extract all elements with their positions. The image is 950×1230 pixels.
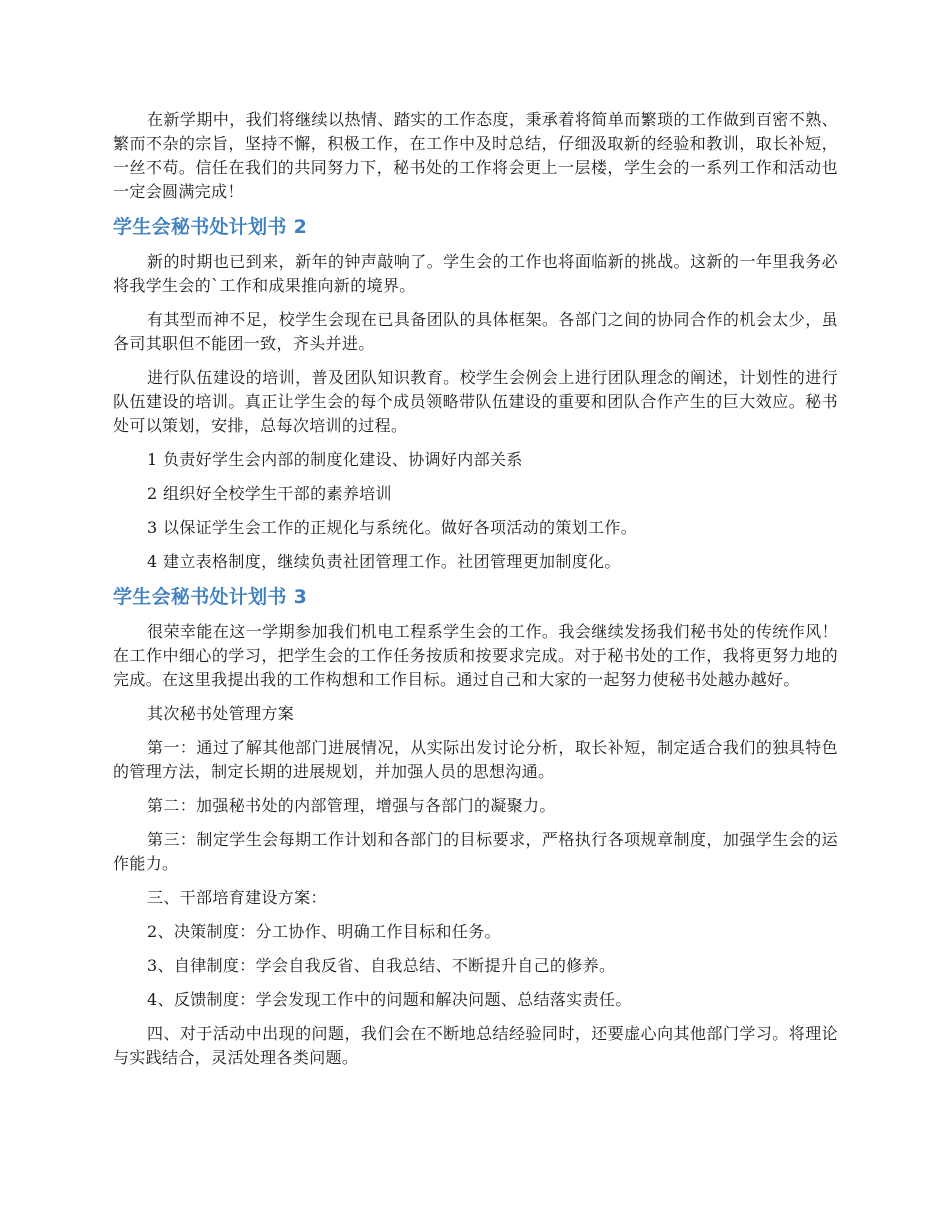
plan-3-paragraph-8: 3、自律制度：学会自我反省、自我总结、不断提升自己的修养。 [147,956,616,975]
plan-3-paragraph-3: 第一：通过了解其他部门进展情况，从实际出发讨论分析，取长补短，制定适合我们的独具特色的管理方法，制定长期的进展规划，并加强人员的思想沟通。 [113,738,838,781]
plan-3-paragraph-10: 四、对于活动中出现的问题，我们会在不断地总结经验同时，还要虚心向其他部门学习。将理论与实践结合，灵活处理各类问题。 [113,1024,838,1067]
plan-3-paragraph-1: 很荣幸能在这一学期参加我们机电工程系学生会的工作。我会继续发扬我们秘书处的传统作风！在工作中细心的学习，把学生会的工作任务按质和按要求完成。对于秘书处的工作，我将更努力地的完成。在这里我提出我的工作构想和工作目标。通过自己和大家的一起努力使秘书处越办越好。 [113,622,838,689]
section-heading-plan-3: 学生会秘书处计划书 3 [113,586,308,608]
plan-2-paragraph-1: 新的时期也已到来，新年的钟声敲响了。学生会的工作也将面临新的挑战。这新的一年里我务必将我学生会的`工作和成果推向新的境界。 [113,252,838,295]
plan-3-paragraph-5: 第三：制定学生会每期工作计划和各部门的目标要求，严格执行各项规章制度，加强学生会的运作能力。 [113,830,838,873]
section-heading-plan-2: 学生会秘书处计划书 2 [113,216,308,238]
document-page [113,108,838,1080]
plan-2-list-item-1: 1 负责好学生会内部的制度化建设、协调好内部关系 [147,450,523,469]
plan-2-list-item-4: 4 建立表格制度，继续负责社团管理工作。社团管理更加制度化。 [147,552,621,571]
plan-2-list-item-3: 3 以保证学生会工作的正规化与系统化。做好各项活动的策划工作。 [147,518,638,537]
plan-3-paragraph-9: 4、反馈制度：学会发现工作中的问题和解决问题、总结落实责任。 [147,990,632,1009]
plan-2-paragraph-3: 进行队伍建设的培训，普及团队知识教育。校学生会例会上进行团队理念的阐述，计划性的进行队伍建设的培训。真正让学生会的每个成员领略带队伍建设的重要和团队合作产生的巨大效应。秘书处可以策划，安排，总每次培训的过程。 [113,368,838,435]
plan-3-paragraph-7: 2、决策制度：分工协作、明确工作目标和任务。 [147,922,501,941]
plan-3-paragraph-6: 三、干部培育建设方案： [147,888,327,907]
plan-2-list-item-2: 2 组织好全校学生干部的素养培训 [147,484,392,503]
intro-paragraph: 在新学期中，我们将继续以热情、踏实的工作态度，秉承着将简单而繁琐的工作做到百密不熟、繁而不杂的宗旨，坚持不懈，积极工作，在工作中及时总结，仔细汲取新的经验和教训，取长补短，一丝不苟。信任在我们的共同努力下，秘书处的工作将会更上一层楼，学生会的一系列工作和活动也一定会圆满完成！ [113,110,838,201]
plan-3-paragraph-2: 其次秘书处管理方案 [147,704,295,723]
plan-2-paragraph-2: 有其型而神不足，校学生会现在已具备团队的具体框架。各部门之间的协同合作的机会太少，虽各司其职但不能团一致，齐头并进。 [113,310,838,353]
plan-3-paragraph-4: 第二：加强秘书处的内部管理，增强与各部门的凝聚力。 [147,796,556,815]
